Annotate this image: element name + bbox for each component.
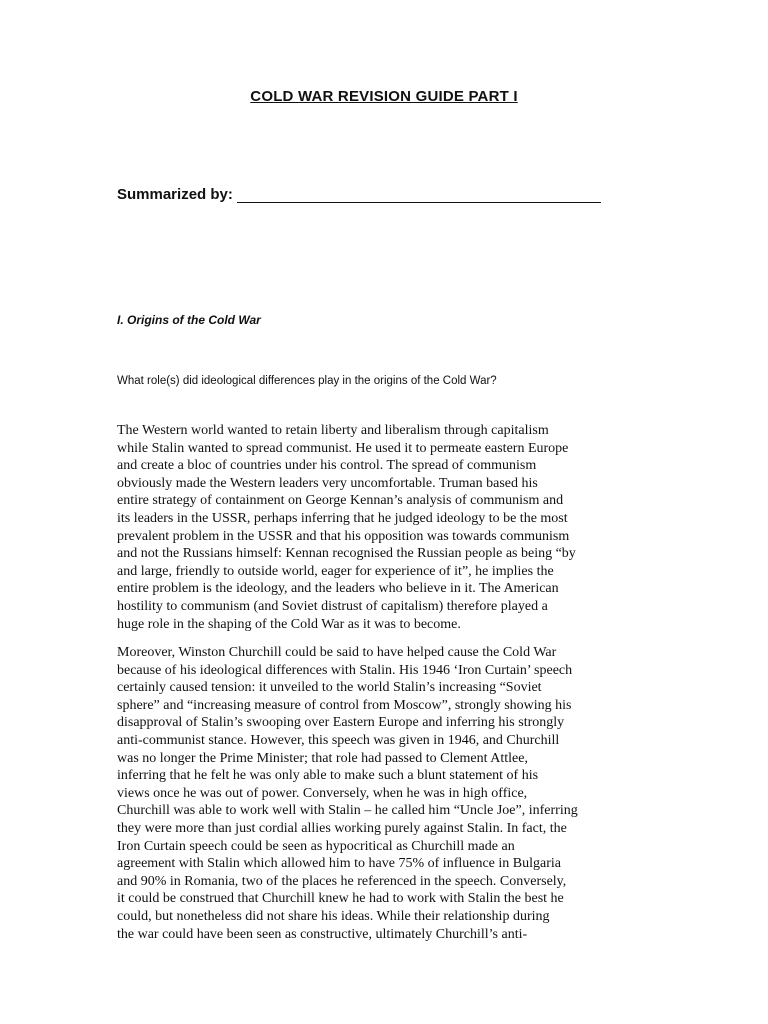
summarized-by-row <box>117 186 601 203</box>
paragraph-line: hostility to communism (and Soviet distrust of capitalism) therefore played a <box>117 598 548 614</box>
paragraph-line: they were more than just cordial allies working purely against Stalin. In fact, the <box>117 820 567 836</box>
paragraph-line: obviously made the Western leaders very uncomfortable. Truman based his <box>117 475 538 491</box>
paragraph-line: and create a bloc of countries under his control. The spread of communism <box>117 458 537 474</box>
question-text: What role(s) did ideological differences play in the origins of the Cold War? <box>117 375 497 387</box>
paragraph-line: disapproval of Stalin’s swooping over Eastern Europe and inferring his strongly <box>117 715 565 731</box>
paragraph-line: inferring that he felt he was only able to make such a blunt statement of his <box>117 768 539 784</box>
paragraph-line: Moreover, Winston Churchill could be said to have helped cause the Cold War <box>117 645 557 660</box>
paragraph-line: while Stalin wanted to spread communist. He used it to permeate eastern Europe <box>117 440 569 456</box>
paragraph-line: anti-communist stance. However, this speech was given in 1946, and Churchill <box>117 732 560 748</box>
paragraph-line: and large, friendly to outside world, eager for experience of it”, he implies the <box>117 563 554 579</box>
paragraph-line: the war could have been seen as constructive, ultimately Churchill’s anti- <box>117 926 528 942</box>
paragraph-1 <box>117 422 662 633</box>
section-heading: I. Origins of the Cold War <box>117 313 261 327</box>
paragraph-line: sphere” and “increasing measure of control from Moscow”, strongly showing his <box>117 697 572 713</box>
paragraph-line: could, but nonetheless did not share his ideas. While their relationship during <box>117 908 550 924</box>
paragraph-line: was no longer the Prime Minister; that role had passed to Clement Attlee, <box>117 750 528 766</box>
paragraph-line: its leaders in the USSR, perhaps inferring that he judged ideology to be the most <box>117 510 568 526</box>
paragraph-line: huge role in the shaping of the Cold War as it was to become. <box>117 616 461 632</box>
document-title: COLD WAR REVISION GUIDE PART I <box>250 88 518 105</box>
paragraph-line: The Western world wanted to retain liberty and liberalism through capitalism <box>117 423 549 438</box>
paragraph-line: because of his ideological differences with Stalin. His 1946 ‘Iron Curtain’ speech <box>117 662 573 678</box>
paragraph-2 <box>117 644 662 943</box>
paragraph-line: prevalent problem in the USSR and that his opposition was towards communism <box>117 528 570 544</box>
paragraph-line: it could be construed that Churchill knew he had to work with Stalin the best he <box>117 891 564 907</box>
paragraph-line: certainly caused tension: it unveiled to the world Stalin’s increasing “Soviet <box>117 680 542 696</box>
paragraph-line: and not the Russians himself: Kennan recognised the Russian people as being “by <box>117 546 576 562</box>
paragraph-line: and 90% in Romania, two of the places he referenced in the speech. Conversely, <box>117 873 567 889</box>
paragraph-line: Churchill was able to work well with Stalin – he called him “Uncle Joe”, inferring <box>117 803 578 819</box>
paragraph-line: agreement with Stalin which allowed him to have 75% of influence in Bulgaria <box>117 856 561 872</box>
paragraph-line: entire strategy of containment on George Kennan’s analysis of communism and <box>117 493 564 509</box>
summarized-by-label: Summarized by: <box>117 186 233 203</box>
summarized-by-blank-line[interactable] <box>237 187 601 203</box>
paragraph-line: entire problem is the ideology, and the leaders who believe in it. The American <box>117 581 559 597</box>
paragraph-line: views once he was out of power. Conversely, when he was in high office, <box>117 785 528 801</box>
paragraph-line: Iron Curtain speech could be seen as hypocritical as Churchill made an <box>117 838 515 854</box>
